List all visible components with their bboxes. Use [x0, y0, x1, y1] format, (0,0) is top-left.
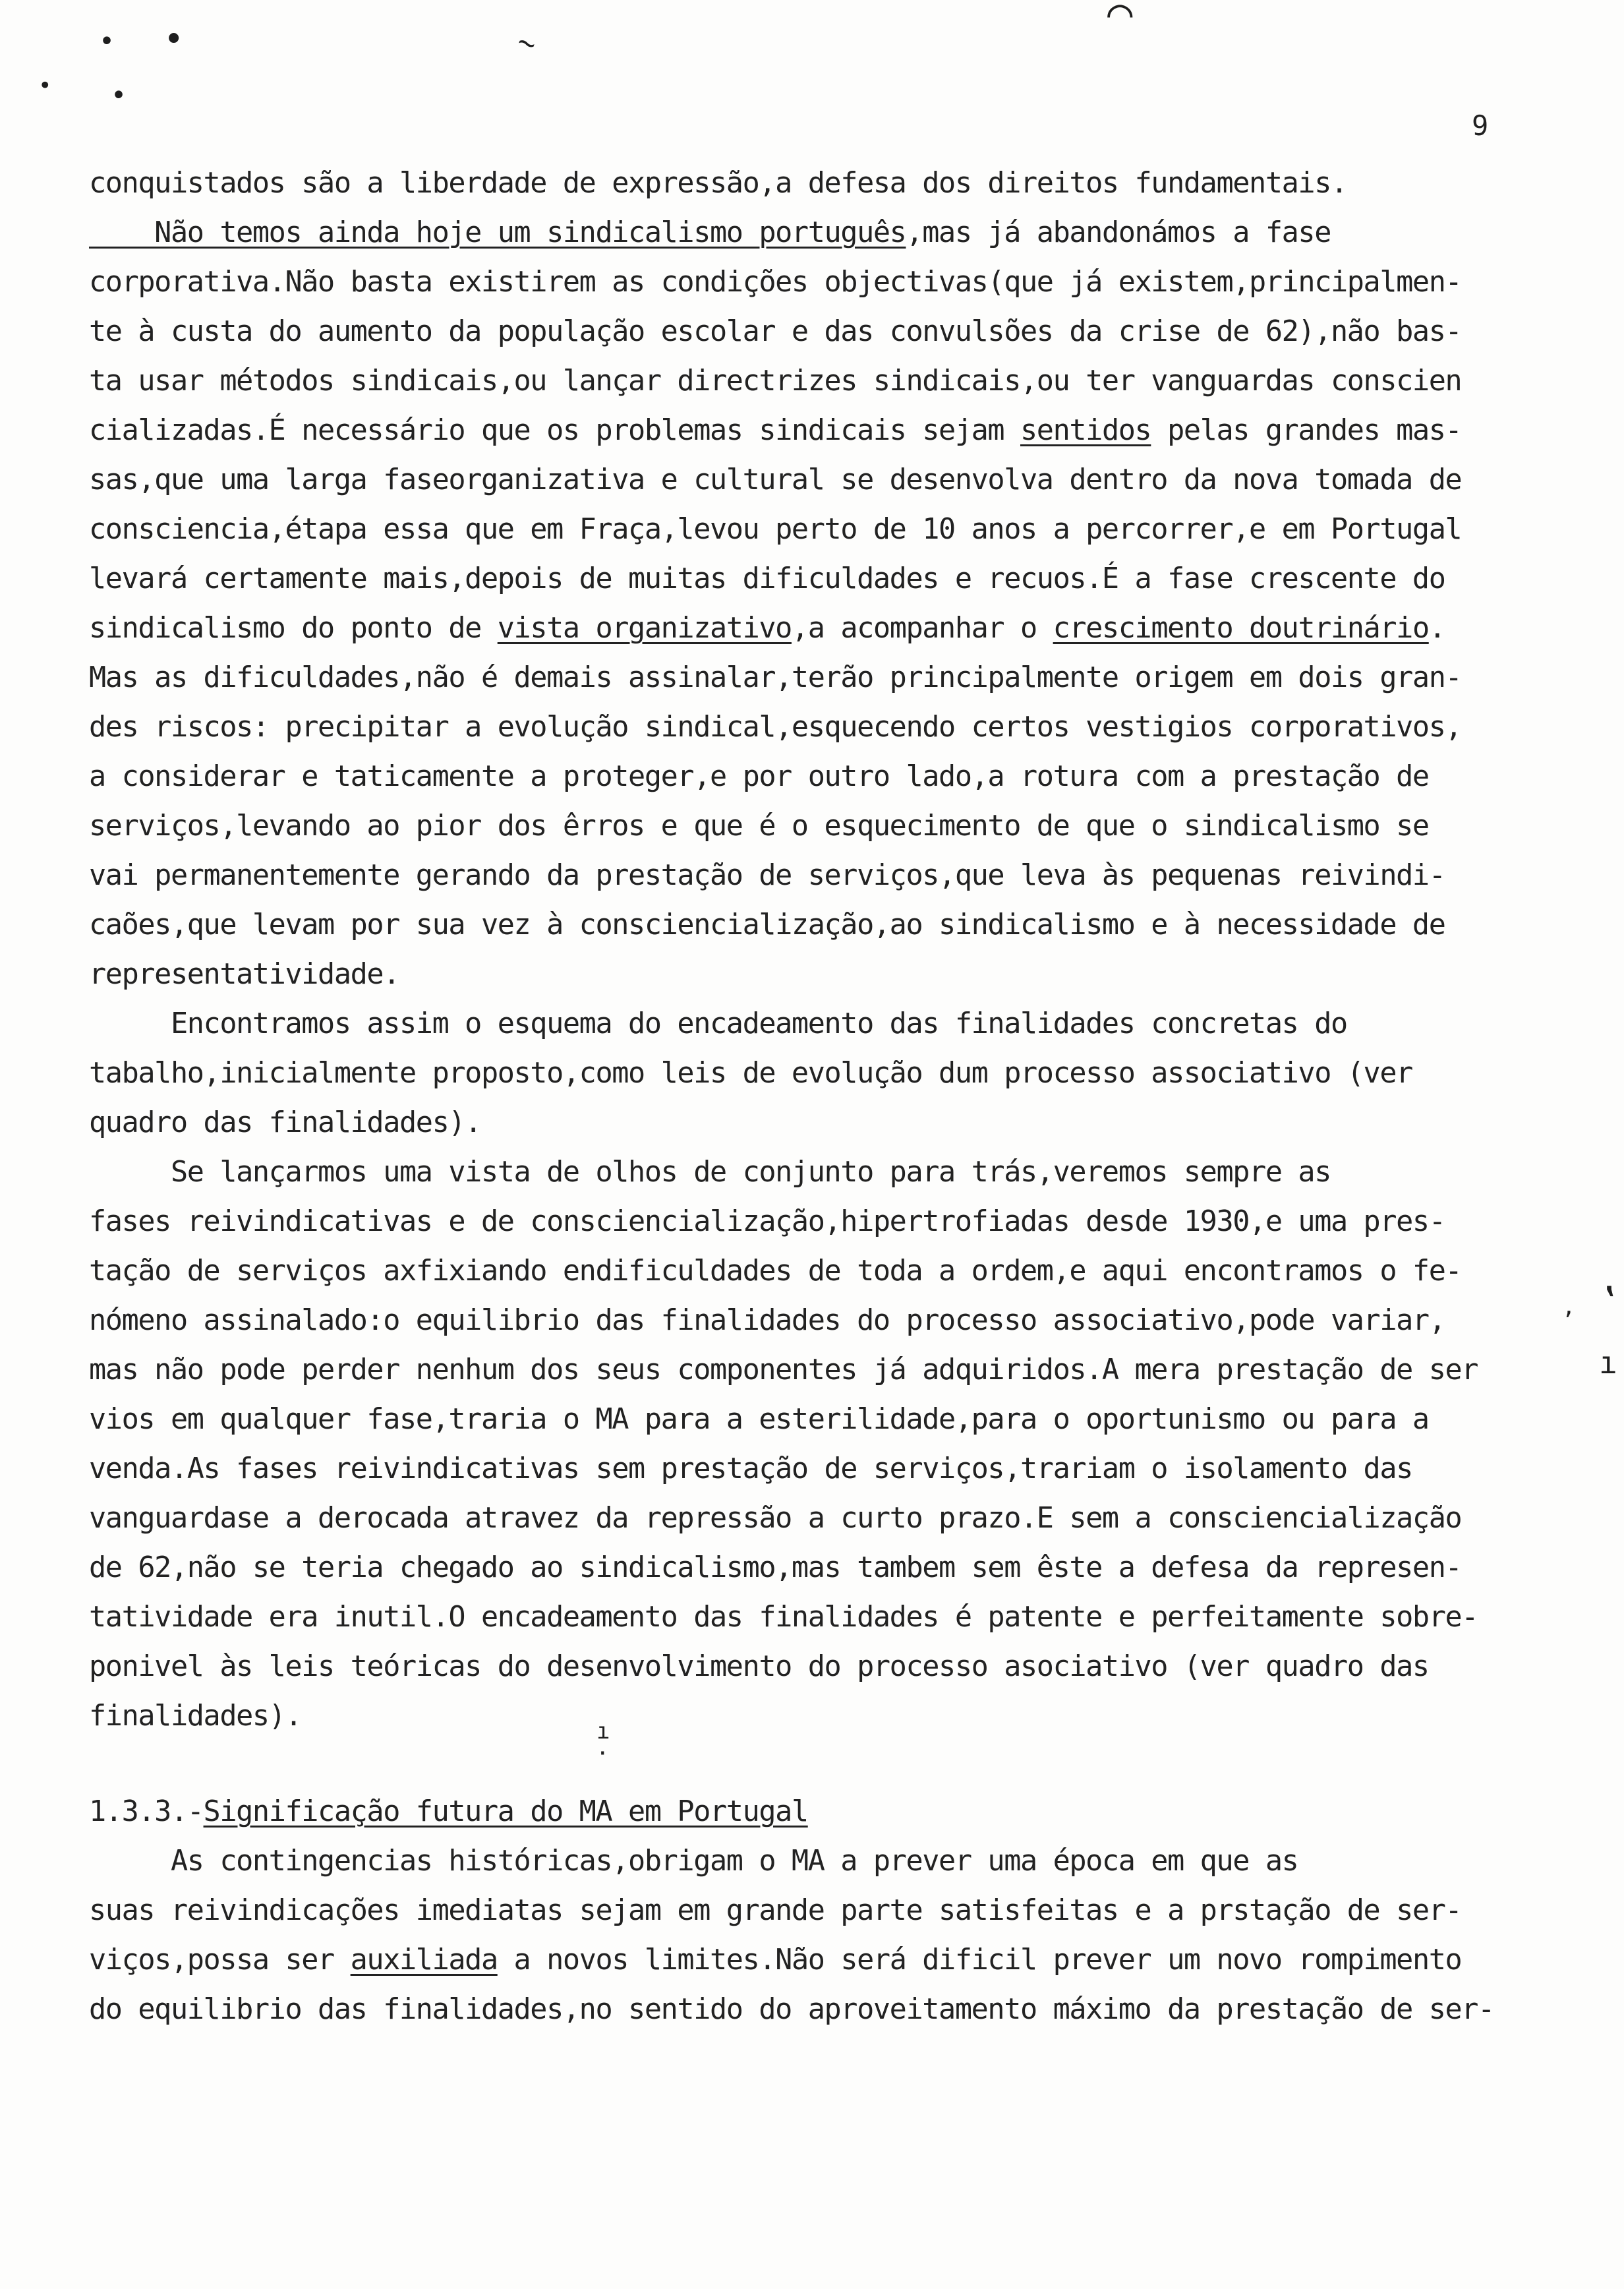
text-line: suas reivindicações imediatas sejam em grande parte satisfeitas e a prstação de ser- [89, 1894, 1462, 1927]
text-line: corporativa.Não basta existirem as condições objectivas(que já existem,principalmen- [89, 266, 1462, 299]
text-line: Mas as dificuldades,não é demais assinalar,terão principalmente origem em dois gran- [89, 661, 1462, 694]
underlined-phrase: crescimento doutrinário [1053, 612, 1429, 645]
text-line [89, 609, 1445, 648]
text-line: vanguardase a derocada atravez da repressão a curto prazo.E sem a consciencialização [89, 1502, 1462, 1535]
text-line: quadro das finalidades). [89, 1106, 481, 1139]
text-line: de 62,não se teria chegado ao sindicalismo,mas tambem sem êste a defesa da represen- [89, 1551, 1462, 1584]
text-line: vios em qualquer fase,traria o MA para a esterilidade,para o oportunismo ou para a [89, 1403, 1429, 1436]
text-segment: sindicalismo do ponto de [89, 612, 498, 645]
text-line: caões,que levam por sua vez à consciencialização,ao sindicalismo e à necessidade de [89, 908, 1445, 941]
section-heading [89, 1792, 808, 1831]
underlined-phrase: Não temos ainda hoje um sindicalismo português [89, 216, 906, 249]
text-line: tatividade era inutil.O encadeamento das finalidades é patente e perfeitamente sobre- [89, 1601, 1478, 1634]
text-line [89, 411, 1461, 450]
text-line: mas não pode perder nenhum dos seus componentes já adquiridos.A mera prestação de ser [89, 1353, 1478, 1386]
text-line: Encontramos assim o esquema do encadeamento das finalidades concretas do [89, 1007, 1347, 1040]
ink-speck: • [111, 80, 127, 111]
text-line: a considerar e taticamente a proteger,e por outro lado,a rotura com a prestação de [89, 760, 1429, 793]
text-line: sas,que uma larga faseorganizativa e cultural se desenvolva dentro da nova tomada de [89, 463, 1462, 496]
text-segment: viços,possa ser [89, 1944, 351, 1977]
text-segment: ,a acompanhar o [791, 612, 1053, 645]
ink-speck: ı [1599, 1345, 1617, 1381]
text-segment: . [1428, 612, 1445, 645]
underlined-phrase: vista organizativo [497, 612, 792, 645]
text-segment: pelas grandes mas- [1151, 414, 1462, 447]
text-line: do equilibrio das finalidades,no sentido do aproveitamento máximo da prestação de ser- [89, 1993, 1494, 2026]
text-line: ponivel às leis teóricas do desenvolvimento do processo asociativo (ver quadro das [89, 1650, 1429, 1683]
ink-speck: • [99, 26, 115, 57]
text-line: tação de serviços axfixiando endificuldades de toda a ordem,e aqui encontramos o fe- [89, 1255, 1462, 1288]
text-line: des riscos: precipitar a evolução sindical,esquecendo certos vestigios corporativos, [89, 711, 1462, 744]
text-line: serviços,levando ao pior dos êrros e que é o esquecimento de que o sindicalismo se [89, 810, 1429, 843]
text-line: tabalho,inicialmente proposto,como leis de evolução dum processo associativo (ver [89, 1057, 1412, 1090]
ink-speck: · [596, 1740, 610, 1767]
text-line: consciencia,étapa essa que em Fraça,levou perto de 10 anos a percorrer,e em Portugal [89, 513, 1462, 546]
text-line: nómeno assinalado:o equilibrio das finalidades do processo associativo,pode variar, [89, 1304, 1445, 1337]
underlined-word: sentidos [1020, 414, 1151, 447]
ink-speck: • [163, 20, 185, 59]
text-line: ta usar métodos sindicais,ou lançar directrizes sindicais,ou ter vanguardas conscien [89, 365, 1462, 398]
text-line: vai permanentemente gerando da prestação de serviços,que leva às pequenas reivindi- [89, 859, 1445, 892]
text-segment: a novos limites.Não será dificil prever um novo rompimento [497, 1944, 1462, 1977]
text-line: As contingencias históricas,obrigam o MA a prever uma época em que as [89, 1845, 1298, 1878]
section-title: Significação futura do MA em Portugal [203, 1795, 808, 1828]
section-number: 1.3.3.- [89, 1795, 204, 1828]
page-number: 9 [1472, 109, 1489, 142]
ink-speck: ~ [513, 24, 541, 62]
underlined-word: auxiliada [350, 1944, 498, 1977]
ink-speck: ‛ [1599, 1280, 1621, 1322]
text-line [89, 213, 1331, 253]
text-line: conquistados são a liberdade de expressão,a defesa dos direitos fundamentais. [89, 167, 1347, 200]
text-line: finalidades). [89, 1700, 302, 1733]
ink-speck: , [1562, 1293, 1576, 1320]
ink-speck: ⌒ [1107, 0, 1133, 37]
ink-speck: ı [596, 1718, 610, 1744]
text-segment: cializadas.É necessário que os problemas sindicais sejam [89, 414, 1020, 447]
text-line: levará certamente mais,depois de muitas dificuldades e recuos.É a fase crescente do [89, 562, 1445, 595]
text-line [89, 1940, 1461, 1980]
text-segment: ,mas já abandonámos a fase [906, 216, 1331, 249]
text-line: venda.As fases reivindicativas sem prestação de serviços,trariam o isolamento das [89, 1452, 1412, 1485]
text-line: Se lançarmos uma vista de olhos de conjunto para trás,veremos sempre as [89, 1156, 1331, 1189]
text-line: representatividade. [89, 958, 399, 991]
text-line: fases reivindicativas e de consciencialização,hipertrofiadas desde 1930,e uma pres- [89, 1205, 1445, 1238]
text-line: te à custa do aumento da população escolar e das convulsões da crise de 62),não bas- [89, 315, 1462, 348]
ink-speck: • [38, 73, 52, 99]
